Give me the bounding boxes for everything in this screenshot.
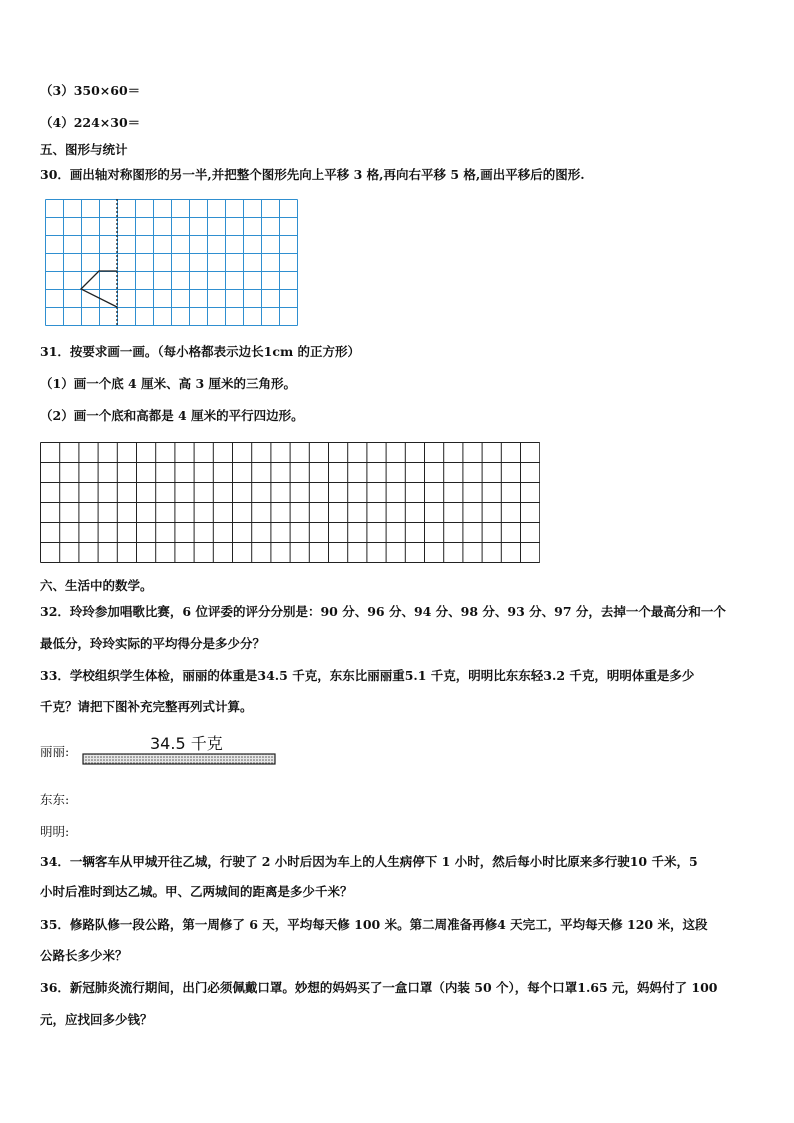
section-heading-6: 六、生活中的数学。 [40,578,153,593]
mingming-label: 明明: [40,824,70,839]
symmetry-grid [45,199,299,327]
question-34-line1: 34．一辆客车从甲城开往乙城，行驶了 2 小时后因为车上的人生病停下 1 小时，然后每小时比原来多行驶10 千米，5 [40,854,698,869]
lili-label: 丽丽: [40,744,70,759]
question-31-1: （1）画一个底 4 厘米、高 3 厘米的三角形。 [40,376,297,391]
question-34-line2: 小时后准时到达乙城。甲、乙两城间的距离是多少千米？ [40,884,353,899]
question-31-2: （2）画一个底和高都是 4 厘米的平行四边形。 [40,408,304,423]
question-36-line2: 元，应找回多少钱？ [40,1012,153,1027]
question-33-line1: 33．学校组织学生体检，丽丽的体重是34.5 千克，东东比丽丽重5.1 千克，明明比东东轻3.2 千克，明明体重是多少 [40,668,695,683]
question-35-line1: 35．修路队修一段公路，第一周修了 6 天，平均每天修 100 米。第二周准备再修4 天完工，平均每天修 120 米，这段 [40,917,708,932]
question-33-line2: 千克？请把下图补充完整再列式计算。 [40,699,253,714]
question-30: 30．画出轴对称图形的另一半,并把整个图形先向上平移 3 格,再向右平移 5 格,画出平移后的图形. [40,167,585,182]
drawing-grid [40,442,540,564]
question-35-line2: 公路长多少米？ [40,948,128,963]
question-3: （3）350×60＝ [40,83,141,98]
question-31: 31．按要求画一画。（每小格都表示边长1cm 的正方形） [40,344,361,359]
dongdong-label: 东东: [40,792,70,807]
lili-bar [82,753,276,765]
question-32-line2: 最低分，玲玲实际的平均得分是多少分？ [40,636,266,651]
question-36-line1: 36．新冠肺炎流行期间，出门必须佩戴口罩。妙想的妈妈买了一盒口罩（内装 50 个），每个口罩1.65 元，妈妈付了 100 [40,980,718,995]
lili-bar-value: 34.5 千克 [150,734,223,753]
question-32-line1: 32．玲玲参加唱歌比赛，6 位评委的评分分别是：90 分、96 分、94 分、98 分、93 分、97 分，去掉一个最高分和一个 [40,604,726,619]
question-4: （4）224×30＝ [40,115,141,130]
section-heading-5: 五、图形与统计 [40,142,128,157]
